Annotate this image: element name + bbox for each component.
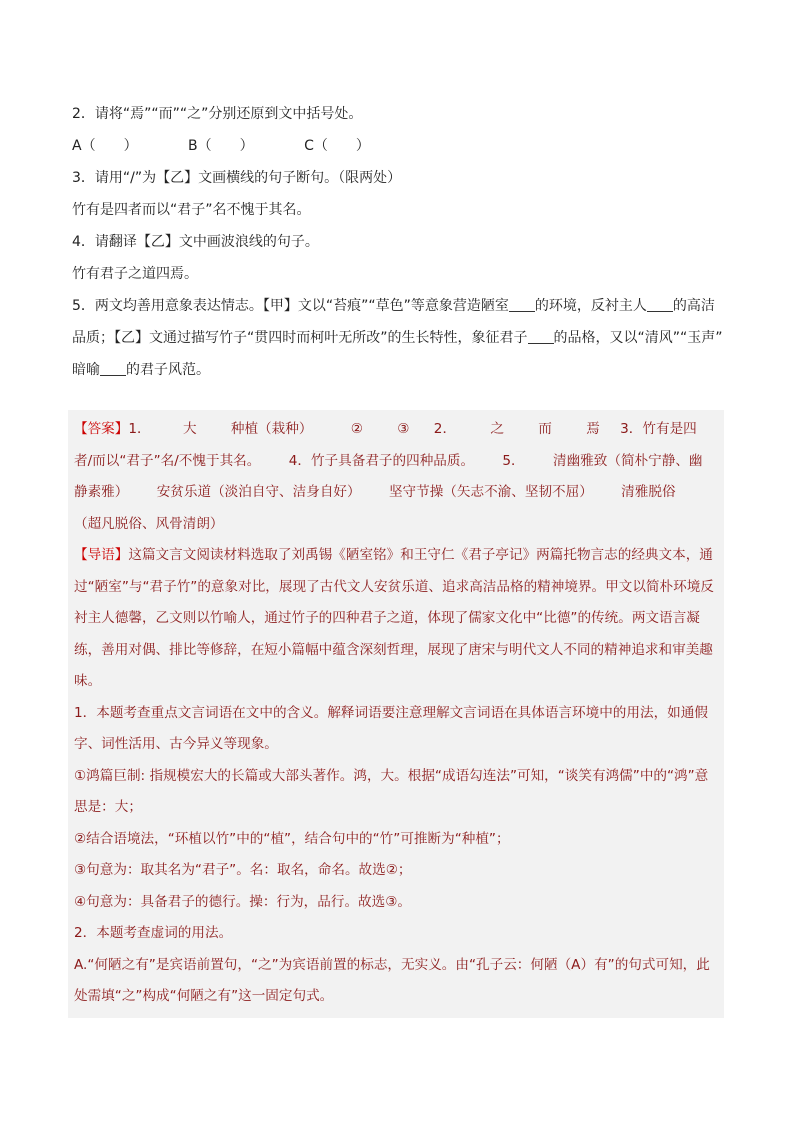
q5-text: 品质；【乙】文通过描写竹子“贯四时而柯叶无所改”的生长特性，象征君子 (72, 330, 528, 346)
answer-1-item: 种植（栽种） (230, 421, 313, 437)
answer-1-num: 1． (128, 421, 151, 437)
analysis-paragraph: ②结合语境法，“环植以竹”中的“植”，结合句中的“竹”可推断为“种植”； (74, 830, 510, 847)
q2-slot-b: B（ ） (188, 138, 254, 154)
q4-sentence: 竹有君子之道四焉。 (72, 266, 198, 282)
q3-title: 3．请用“/”为【乙】文画横线的句子断句。（限两处） (72, 170, 402, 186)
answer-2-num: 2． (433, 421, 457, 437)
answer-5-num: 5． (502, 452, 525, 469)
answer-5-item: 静素雅） (74, 484, 129, 500)
q5-text: 的环境，反衬主人 (534, 298, 647, 314)
analysis-paragraph: 2．本题考查虚词的用法。 (74, 925, 233, 941)
answer-5-item: （超凡脱俗、风骨清朗） (74, 515, 224, 532)
answer-1-item: ② (350, 421, 363, 437)
fill-blank (509, 299, 535, 312)
questions-section (72, 98, 724, 386)
answer-5-item: 清雅脱俗 (621, 484, 676, 500)
q5-text: 的品格，又以“清风”“玉声” (553, 330, 723, 346)
fill-blank (100, 363, 126, 376)
analysis-paragraph: ①鸿篇巨制: 指规模宏大的长篇或大部头著作。鸿，大。根据“成语勾连法”可知，“谈笑有鸿儒”中的“鸿”意思是：大； (74, 767, 709, 815)
answer-3: 3．竹有是四 (620, 421, 697, 437)
guide-tag: 【导语】 (74, 547, 129, 563)
answer-line (74, 414, 718, 446)
analysis-paragraph: ④句意为：具备君子的德行。操：行为，品行。故选③。 (74, 893, 412, 910)
guide-paragraph (74, 540, 718, 698)
answer-5-item: 清幽雅致（简朴宁静、幽 (552, 452, 703, 469)
answer-5-item: 坚守节操（矢志不渝、坚韧不屈） (388, 484, 593, 500)
answer-4: 4．竹子具备君子的四种品质。 (288, 452, 475, 469)
q2-slots (72, 130, 724, 162)
answer-1-item: 大 (182, 421, 197, 437)
analysis-paragraph: 1．本题考查重点文言词语在文中的含义。解释词语要注意理解文言词语在具体语言环境中的用法，如通假字、词性活用、古今异义等现象。 (74, 704, 708, 752)
q5-line3 (72, 354, 724, 386)
q2-slot-c: C（ ） (304, 138, 370, 154)
q5-line2 (72, 322, 724, 354)
answer-2-item: 而 (538, 421, 552, 437)
fill-blank (528, 331, 554, 344)
q5-text: 5．两文均善用意象表达情志。【甲】文以“苔痕”“草色”等意象营造陋室 (72, 298, 509, 314)
answer-line (74, 446, 718, 478)
q5-text: 的君子风范。 (126, 362, 210, 378)
answer-line (74, 509, 718, 541)
answer-analysis-panel (68, 410, 724, 1018)
q3-sentence: 竹有是四者而以“君子”名不愧于其名。 (72, 202, 311, 218)
answer-5-item: 安贫乐道（淡泊自守、洁身自好） (156, 484, 361, 500)
q5-text: 的高洁 (672, 298, 715, 314)
q4-title: 4．请翻译【乙】文中画波浪线的句子。 (72, 234, 319, 250)
answer-3: 者/而以“君子”名/不愧于其名。 (74, 452, 261, 469)
answer-tag: 【答案】 (74, 421, 129, 437)
q2-slot-a: A（ ） (72, 138, 138, 154)
q5-text: 暗喻 (72, 362, 100, 378)
analysis-paragraph: ③句意为：取其名为“君子”。名：取名，命名。故选②； (74, 862, 412, 878)
q2-title: 2．请将“焉”“而”“之”分别还原到文中括号处。 (72, 106, 363, 122)
answer-line (74, 477, 718, 509)
answer-analysis-text (74, 414, 718, 1013)
answer-2-item: 焉 (586, 421, 600, 437)
guide-text: 这篇文言文阅读材料选取了刘禹锡《陋室铭》和王守仁《君子亭记》两篇托物言志的经典文本，通过“陋室”与“君子竹”的意象对比，展现了古代文人安贫乐道、追求高洁品格的精神境界。甲文以简朴环境反衬主人德馨，乙文则以竹喻人，通过竹子的四种君子之道，体现了儒家文化中“比德”的传统。两文语言凝练，善用对偶、排比等修辞，在短小篇幅中蕴含深刻哲理，展现了唐宋与明代文人不同的精神追求和审美趣味。 (74, 547, 714, 689)
fill-blank (647, 299, 673, 312)
analysis-paragraph: A.“何陋之有”是宾语前置句，“之”为宾语前置的标志，无实义。由“孔子云：何陋（A）有”的句式可知，此处需填“之”构成“何陋之有”这一固定句式。 (74, 956, 710, 1004)
q5-line1 (72, 290, 724, 322)
answer-1-item: ③ (397, 421, 410, 437)
answer-2-item: 之 (490, 421, 504, 437)
